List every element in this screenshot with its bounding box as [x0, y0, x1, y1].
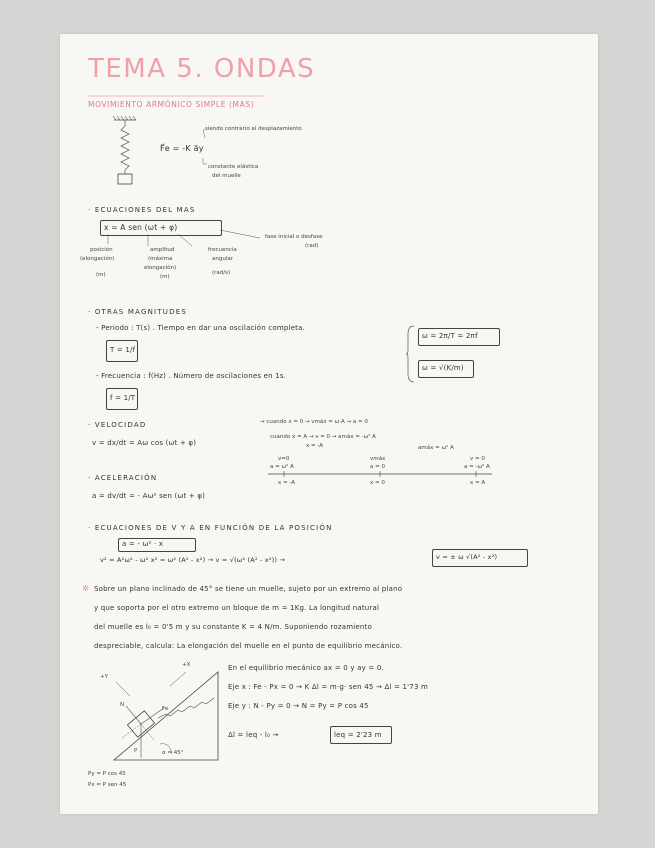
periodo-formula: T = 1/f — [110, 346, 136, 354]
frecuencia-text: - Frecuencia : f(Hz) . Número de oscilaciones en 1s. — [96, 372, 287, 380]
incline-label-n: N — [120, 702, 125, 708]
frecuencia-formula: f = 1/T — [110, 394, 136, 402]
omega-formula-1: ω = 2π/T = 2πf — [422, 332, 478, 340]
velocidad-cuando-2: cuando x = A → v = 0 → amáx = -ω² A — [270, 434, 376, 440]
solution-result: leq = 2'23 m — [334, 731, 382, 739]
spring-note-bottom-1: constante elástica — [208, 164, 259, 170]
amplitud-label-3: elongación) — [144, 265, 177, 271]
posicion-label-2: (elongación) — [80, 256, 115, 262]
amplitud-label-2: (máxima — [148, 256, 173, 262]
spring-force-formula: F⃗e = -K a⃗y — [160, 144, 204, 153]
axis-right-x: x = A — [470, 480, 486, 486]
incline-label-fe: Fe — [162, 706, 169, 712]
mas-equation: x = A sen (ωt + φ) — [104, 223, 178, 232]
incline-label-y: +Y — [100, 674, 108, 680]
problem-line-3: del muelle es l₀ = 0'5 m y su constante K = 4 N/m. Suponiendo rozamiento — [94, 623, 372, 631]
frecuencia-label-1: frecuencia — [208, 247, 237, 253]
velocidad-cuando-3: amáx = ω² A — [418, 445, 454, 451]
amplitud-label-1: amplitud — [150, 247, 175, 253]
frecuencia-label-3: (rad/s) — [212, 270, 231, 276]
mas-equation-arrows — [100, 232, 300, 272]
incline-label-angle: α = 45° — [162, 750, 184, 756]
ecuaciones-heading: · ECUACIONES DEL MAS — [88, 206, 196, 214]
problem-line-4: despreciable, calcula: La elongación del muelle en el punto de equilibrio mecánico. — [94, 642, 403, 650]
omega-formula-2: ω = √(K/m) — [422, 364, 464, 372]
omega-bracket — [406, 324, 416, 384]
axis-left-a: a = ω² A — [270, 464, 294, 470]
notebook-page — [60, 34, 598, 814]
amplitud-label-4: (m) — [160, 274, 170, 280]
spring-arrows — [195, 126, 255, 166]
axis-center-a: a = 0 — [370, 464, 385, 470]
axis-center-x: x = 0 — [370, 480, 385, 486]
velocidad-formula: v = dx/dt = Aω cos (ωt + φ) — [92, 439, 197, 447]
v-formula-2: v = ± ω √(A² - x²) — [436, 553, 498, 561]
aceleracion-heading: · ACELERACIÓN — [88, 474, 158, 482]
axis-line — [266, 470, 496, 480]
posicion-label-3: (m) — [96, 272, 106, 278]
frecuencia-label-2: angular — [212, 256, 233, 262]
spring-note-top: siendo contrario al desplazamiento — [205, 126, 302, 132]
posicion-label-1: posición — [90, 247, 113, 253]
velocidad-cuando-2b: x = -A — [306, 443, 323, 449]
py-formula: Py = P cos 45 — [88, 771, 126, 777]
solution-line-1: En el equilibrio mecánico ax = 0 y ay = 0. — [228, 664, 384, 672]
axis-center-v: vmáx — [370, 456, 386, 462]
axis-left-v: v=0 — [278, 456, 290, 462]
axis-right-a: a = -ω² A — [464, 464, 490, 470]
aceleracion-formula: a = dv/dt = - Aω² sen (ωt + φ) — [92, 492, 206, 500]
section-subtitle: MOVIMIENTO ARMÓNICO SIMPLE (MAS) — [88, 100, 255, 109]
incline-label-p: P — [134, 748, 138, 754]
axis-left-x: x = -A — [278, 480, 295, 486]
px-formula: Px = P sen 45 — [88, 782, 127, 788]
spring-diagram — [100, 114, 160, 204]
spring-note-bottom-2: del muelle — [212, 173, 241, 179]
otras-heading: · OTRAS MAGNITUDES — [88, 308, 187, 316]
solution-line-3: Eje y : N - Py = 0 → N = Py = P cos 45 — [228, 702, 369, 710]
problem-line-2: y que soporta por el otro extremo un bloque de m = 1Kg. La longitud natural — [94, 604, 380, 612]
solution-line-4: Δl = leq - l₀ → — [228, 731, 279, 739]
periodo-text: - Periodo : T(s) . Tiempo en dar una oscilación completa. — [96, 324, 306, 332]
funcion-heading: · ECUACIONES DE V Y A EN FUNCIÓN DE LA POSICIÓN — [88, 524, 333, 532]
problem-line-1: Sobre un plano inclinado de 45° se tiene un muelle, sujeto por un extremo al plano — [94, 585, 403, 593]
problem-bullet: ✲ — [82, 584, 89, 593]
incline-label-x: +X — [182, 662, 191, 668]
page-title: TEMA 5. ONDAS — [88, 54, 316, 84]
solution-line-2: Eje x : Fe - Px = 0 → K Δl = m·g· sen 45 → Δl = 1'73 m — [228, 683, 429, 691]
velocidad-heading: · VELOCIDAD — [88, 421, 147, 429]
a-formula: a = - ω² · x — [122, 540, 164, 548]
fase-label-1: fase inicial o desfase — [265, 234, 323, 240]
axis-right-v: v = 0 — [470, 456, 485, 462]
velocidad-cuando-1: → cuando x = 0 → vmáx = ω·A → a = 0 — [260, 419, 368, 425]
fase-label-2: (rad) — [305, 243, 319, 249]
v-formula-1: v² = A²ω² - ω² x² = ω² (A² - x²) → v = √(ω² (A² - x²)) → — [100, 556, 286, 564]
